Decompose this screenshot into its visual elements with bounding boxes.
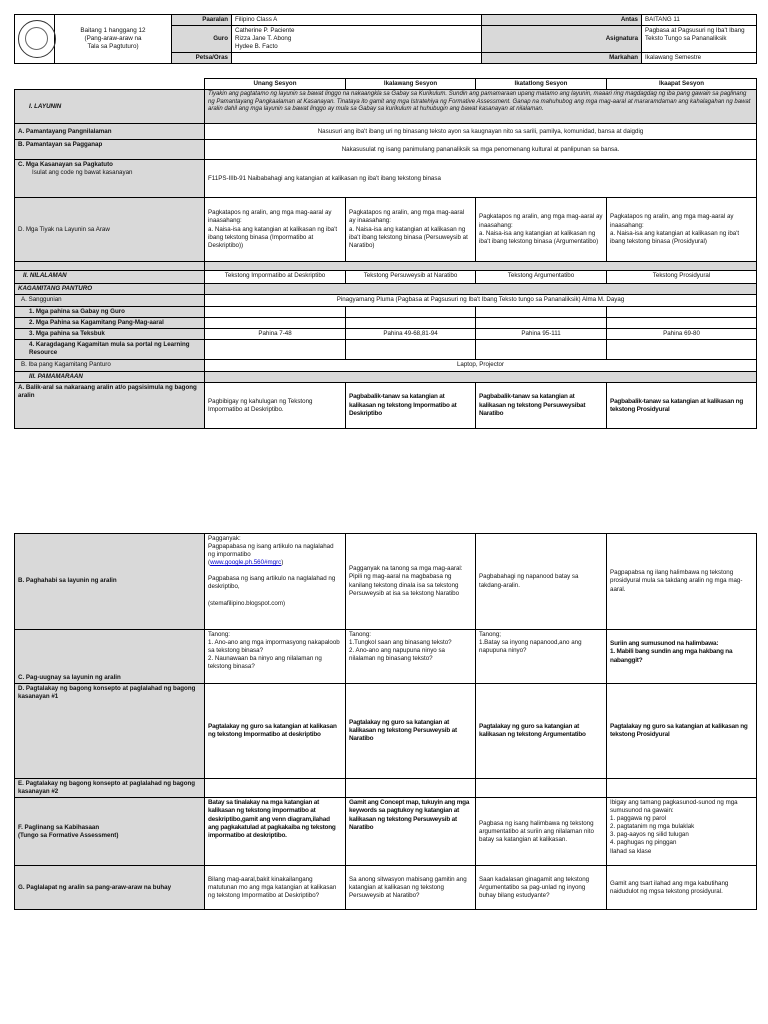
paghahabi-cell-1 xyxy=(205,534,346,630)
paglinang-cell-4: Ibigay ang tamang pagkasunod-sunod ng mga sumusunod na gawain: 1. paggawa ng parol 2. pagtatanim ng mga bulaklak 3. pag-aayos ng silid tulugan 4. paghugas ng pinggan Ilahad sa klase xyxy=(607,798,757,866)
tiyak-cell-4: Pagkatapos ng aralin, ang mga mag-aaral ay inaasahang: a. Naisa-isa ang katangian at kalikasan ng iba't ibang tekstong binasa (Prosidyural) xyxy=(607,198,757,262)
tiyak-cell-1: Pagkatapos ng aralin, ang mga mag-aaral ay inaasahang: a. Naisa-isa ang katangian at kalikasan ng iba't ibang tekstong binasa (Impormatibo at Deskriptibo)) xyxy=(205,198,346,262)
asignatura-label: Asignatura xyxy=(482,26,642,53)
layunin-label: I. LAYUNIN xyxy=(15,90,205,124)
balikaral-cell-1: Pagbibigay ng kahulugan ng Tekstong Impormatibo at Deskriptibo. xyxy=(205,383,346,429)
pagtalakay1-label: D. Pagtalakay ng bagong konsepto at paglalahad ng bagong kasanayan #1 xyxy=(15,684,205,779)
pamamaraan-label: III. PAMAMARAAN xyxy=(15,372,205,383)
paguugnay-label: C. Pag-uugnay sa layunin ng aralin xyxy=(15,630,205,684)
gabay-label: 1. Mga pahina sa Gabay ng Guro xyxy=(15,307,205,318)
pagganap-text: Nakasusulat ng isang panimulang pananaliksik sa mga penomenang kultural at panlipunan sa bansa. xyxy=(205,140,757,160)
spacer-cell xyxy=(205,372,757,383)
nilalaman-cell-1: Tekstong Impormatibo at Deskriptibo xyxy=(205,271,346,284)
spacer-cell xyxy=(205,262,757,271)
markahan-label: Markahan xyxy=(482,53,642,64)
kasanayan-text: F11PS-IIIb-91 Naibabahagi ang katangian at kalikasan ng iba't ibang tekstong binasa xyxy=(205,160,757,198)
paghahabi-cell-2: Pagganyak na tanong sa mga mag-aaral: Pipili ng mag-aaral na magbabasa ng kanilang tekstong dinala isa sa tekstong Persuweysib at isa sa tekstong Naratibo xyxy=(346,534,476,630)
kasanayan-sublabel: Isulat ang code ng bawat kasanayan xyxy=(32,169,133,177)
nilalaman-cell-3: Tekstong Argumentatibo xyxy=(476,271,607,284)
paghahabi-cell-4: Pagpapabsa ng ilang halimbawa ng tekstong prosidyural mula sa takdang aralin ng mga mag-aaral. xyxy=(607,534,757,630)
title-line-1: Baitang 1 hanggang 12 xyxy=(80,26,146,34)
dll-main-table xyxy=(14,78,757,429)
paghahabi-label: B. Paghahabi sa layunin ng aralin xyxy=(15,534,205,630)
paguugnay-cell-3: Tanong; 1.Batay sa inyong napanood,ano ang napupuna ninyo? xyxy=(476,630,607,684)
teksbuk-cell-2: Pahina 49-68,81-94 xyxy=(346,329,476,340)
teksbuk-cell-4: Pahina 69-80 xyxy=(607,329,757,340)
guro-value xyxy=(232,26,482,53)
nilalaman-cell-2: Tekstong Persuweysib at Naratibo xyxy=(346,271,476,284)
tiyak-label: D. Mga Tiyak na Layunin sa Araw xyxy=(15,198,205,262)
kasanayan-label: C. Mga Kasanayan sa Pagkatuto xyxy=(18,161,113,169)
paglalapat-cell-2: Sa anong sitwasyon mabisang gamitin ang katangian at kalikasan ng tekstong Persuweysib at Naratibo? xyxy=(346,866,476,910)
teksbuk-label: 3. Mga pahina sa Teksbuk xyxy=(15,329,205,340)
article-link[interactable]: www.google.ph.560#mgrc xyxy=(210,559,282,567)
balikaral-label: A. Balik-aral sa nakaraang aralin at/o pagsisimula ng bagong aralin xyxy=(15,383,205,429)
kagamitan-label: KAGAMITANG PANTURO xyxy=(15,284,205,295)
sanggunian-label: A. Sanggunian xyxy=(15,295,205,307)
markahan-value: Ikalawang Semestre xyxy=(642,53,757,64)
title-line-3: Tala sa Pagtuturo) xyxy=(87,43,139,51)
guro-line-1: Catherine P. Paciente xyxy=(235,27,295,35)
guro-line-2: Rizza Jane T. Abong xyxy=(235,35,292,43)
pagganap-label: B. Pamantayan sa Pagganap xyxy=(15,140,205,160)
dll-continuation-table xyxy=(14,533,757,910)
title-line-2: (Pang-araw-araw na xyxy=(84,35,142,43)
paglalapat-cell-4: Gamit ang tsart ilahad ang mga kabutihang naidudulot ng mgsa tekstong prosidyural. xyxy=(607,866,757,910)
spacer-cell xyxy=(15,262,205,271)
karagdagang-label: 4. Karagdagang Kagamitan mula sa portal ng Learning Resource xyxy=(15,340,205,360)
antas-label: Antas xyxy=(482,15,642,26)
paguugnay-cell-2: Tanong: 1.Tungkol saan ang binasang teksto? 2. Ano-ano ang napupuna ninyo sa nilalaman ng binasang teksto? xyxy=(346,630,476,684)
balikaral-cell-2: Pagbabalik-tanaw sa katangian at kalikasan ng tekstong Impormatibo at Deskriptibo xyxy=(346,383,476,429)
pagtalakay1-cell-2: Pagtalakay ng guro sa katangian at kalikasan ng tekstong Persuweysib at Naratibo xyxy=(346,684,476,779)
pagtalakay2-label: E. Pagtalakay ng bagong konsepto at paglalahad ng bagong kasanayan #2 xyxy=(15,779,205,798)
teksbuk-cell-3: Pahina 95-111 xyxy=(476,329,607,340)
guro-label: Guro xyxy=(172,26,232,53)
petsa-label: Petsa/Oras xyxy=(172,53,232,64)
paglinang-cell-1: Batay sa tinalakay na mga katangian at kalikasan ng tekstong impormatibo at deskriptibo,gamit ang venn diagram,ilahad ang pagkakatulad at pagkakaiba ng tekstong impormatibo at deskriptibo. xyxy=(205,798,346,866)
paglinang-cell-3: Pagbasa ng isang halimbawa ng tekstong argumentatibo at suriin ang nilalaman nito batay sa katangian at kalikasan. xyxy=(476,798,607,866)
session-header-2: Ikalawang Sesyon xyxy=(346,79,476,90)
session-header-3: Ikatatlong Sesyon xyxy=(476,79,607,90)
deped-seal-cell xyxy=(15,15,55,64)
tiyak-cell-2: Pagkatapos ng aralin, ang mga mag-aaral ay inaasahang: a. Naisa-isa ang katangian at kalikasan ng iba't ibang tekstong binasa (Persuweysib at Naratibo) xyxy=(346,198,476,262)
paglalapat-label: G. Paglalapat ng aralin sa pang-araw-araw na buhay xyxy=(15,866,205,910)
pagtalakay1-cell-1: Pagtalakay ng guro sa katangian at kalikasan ng tekstong Impormatibo at deskriptibo xyxy=(205,684,346,779)
paaralan-value: Filipino Class A xyxy=(232,15,482,26)
kasanayan-cell xyxy=(15,160,205,198)
paguugnay-cell-4: Suriin ang sumusunod na halimbawa: 1. Mabili bang sundin ang mga hakbang na nabanggit? xyxy=(607,630,757,684)
pagtalakay1-cell-4: Pagtalakay ng guro sa katangian at kalikasan ng tekstong Prosidyural xyxy=(607,684,757,779)
iba-label: B. Iba pang Kagamitang Panturo xyxy=(15,360,205,372)
asignatura-value: Pagbasa at Pagsusuri ng Iba't Ibang Teksto Tungo sa Pananaliksik xyxy=(642,26,757,53)
pangnilalaman-text: Nasusuri ang iba't ibang uri ng binasang teksto ayon sa kaugnayan nito sa sarili, pamilya, komunidad, bansa at daigdig xyxy=(205,124,757,140)
balikaral-cell-4: Pagbabalik-tanaw sa katangian at kalikasan ng tekstong Prosidyural xyxy=(607,383,757,429)
session-header-1: Unang Sesyon xyxy=(205,79,346,90)
paghahabi-cell-1-text: Pagganyak: Pagpapabasa ng isang artikulo na naglalahad ng impormatibo ( xyxy=(208,535,334,567)
nilalaman-cell-4: Tekstong Prosidyural xyxy=(607,271,757,284)
guro-line-3: Hydee B. Facto xyxy=(235,43,278,51)
iba-value: Laptop, Projector xyxy=(205,360,757,372)
sanggunian-value: Pinagyamang Pluma (Pagbasa at Pagsusuri ng Iba't Ibang Teksto tungo sa Pananaliksik) Alma M. Dayag xyxy=(205,295,757,307)
spacer-cell xyxy=(205,284,757,295)
dll-header-table xyxy=(14,14,757,64)
layunin-text: Tiyakin ang pagtatamo ng layunin sa bawat linggo na nakaangkla sa Gabay sa Kurikulum. Sundin ang pamamaraan upang matamo ang layunin, maaari ring magdagdag ng iba pang gawain sa paglinang ng Pamantayang Pangkaalaman at Kasanayan. Tinataya ito gamit ang mga Istratehiya ng Formative Assessment. Ganap na mahuhubog ang mga mag-aaral at mararamdaman ang kahalagahan ng bawat aralin dahil ang mga layunin sa bawat linggo ay mula sa Gabay sa kurikulum at huhubugin ang bawat kasanayan at nilalaman. xyxy=(205,90,757,124)
pagtalakay1-cell-3: Pagtalakay ng guro sa katangian at kalikasan ng tekstong Argumentatibo xyxy=(476,684,607,779)
balikaral-cell-3: Pagbabalik-tanaw sa katangian at kalikasan ng tekstong Persuweysibat Naratibo xyxy=(476,383,607,429)
deped-seal-icon xyxy=(18,20,56,58)
paglalapat-cell-1: Bilang mag-aaral,bakit kinakailangang matutunan mo ang mga katangian at kalikasan ng tekstong Impormatibo at Deskriptibo? xyxy=(205,866,346,910)
session-header-4: Ikaapat Sesyon xyxy=(607,79,757,90)
paglalapat-cell-3: Saan kadalasan ginagamit ang tekstong Argumentatibo sa pag-unlad ng inyong buhay bilang estudyante? xyxy=(476,866,607,910)
paglinang-cell-2: Gamit ang Concept map, tukuyin ang mga keywords sa pagtukoy ng katangian at kalikasan ng tekstong Persuweysib at Naratibo xyxy=(346,798,476,866)
teksbuk-cell-1: Pahina 7-48 xyxy=(205,329,346,340)
nilalaman-label: II. NILALAMAN xyxy=(15,271,205,284)
paghahabi-cell-3: Pagbabahagi ng napanood batay sa takdang-aralin. xyxy=(476,534,607,630)
paguugnay-cell-1: Tanong: 1. Ano-ano ang mga impormasyong nakapaloob sa tekstong binasa? 2. Naunawaan ba ninyo ang nilalaman ng tekstong binasa? xyxy=(205,630,346,684)
antas-value: BAITANG 11 xyxy=(642,15,757,26)
paghahabi-cell-1-text-2: ) Pagpabasa ng isang artikulo na naglalahad ng deskriptibo, (stemafilipino.blogspot.com) xyxy=(208,559,336,607)
document-title xyxy=(55,15,172,64)
tiyak-cell-3: Pagkatapos ng aralin, ang mga mag-aaral ay inaasahang: a. Naisa-isa ang katangian at kalikasan ng iba't ibang tekstong binasa (Argumentatibo) xyxy=(476,198,607,262)
paaralan-label: Paaralan xyxy=(172,15,232,26)
petsa-value xyxy=(232,53,482,64)
paglinang-label: F. Paglinang sa Kabihasaan (Tungo sa Formative Assessment) xyxy=(15,798,205,866)
kagamitang-label: 2. Mga Pahina sa Kagamitang Pang-Mag-aaral xyxy=(15,318,205,329)
pangnilalaman-label: A. Pamantayang Pangnilalaman xyxy=(15,124,205,140)
